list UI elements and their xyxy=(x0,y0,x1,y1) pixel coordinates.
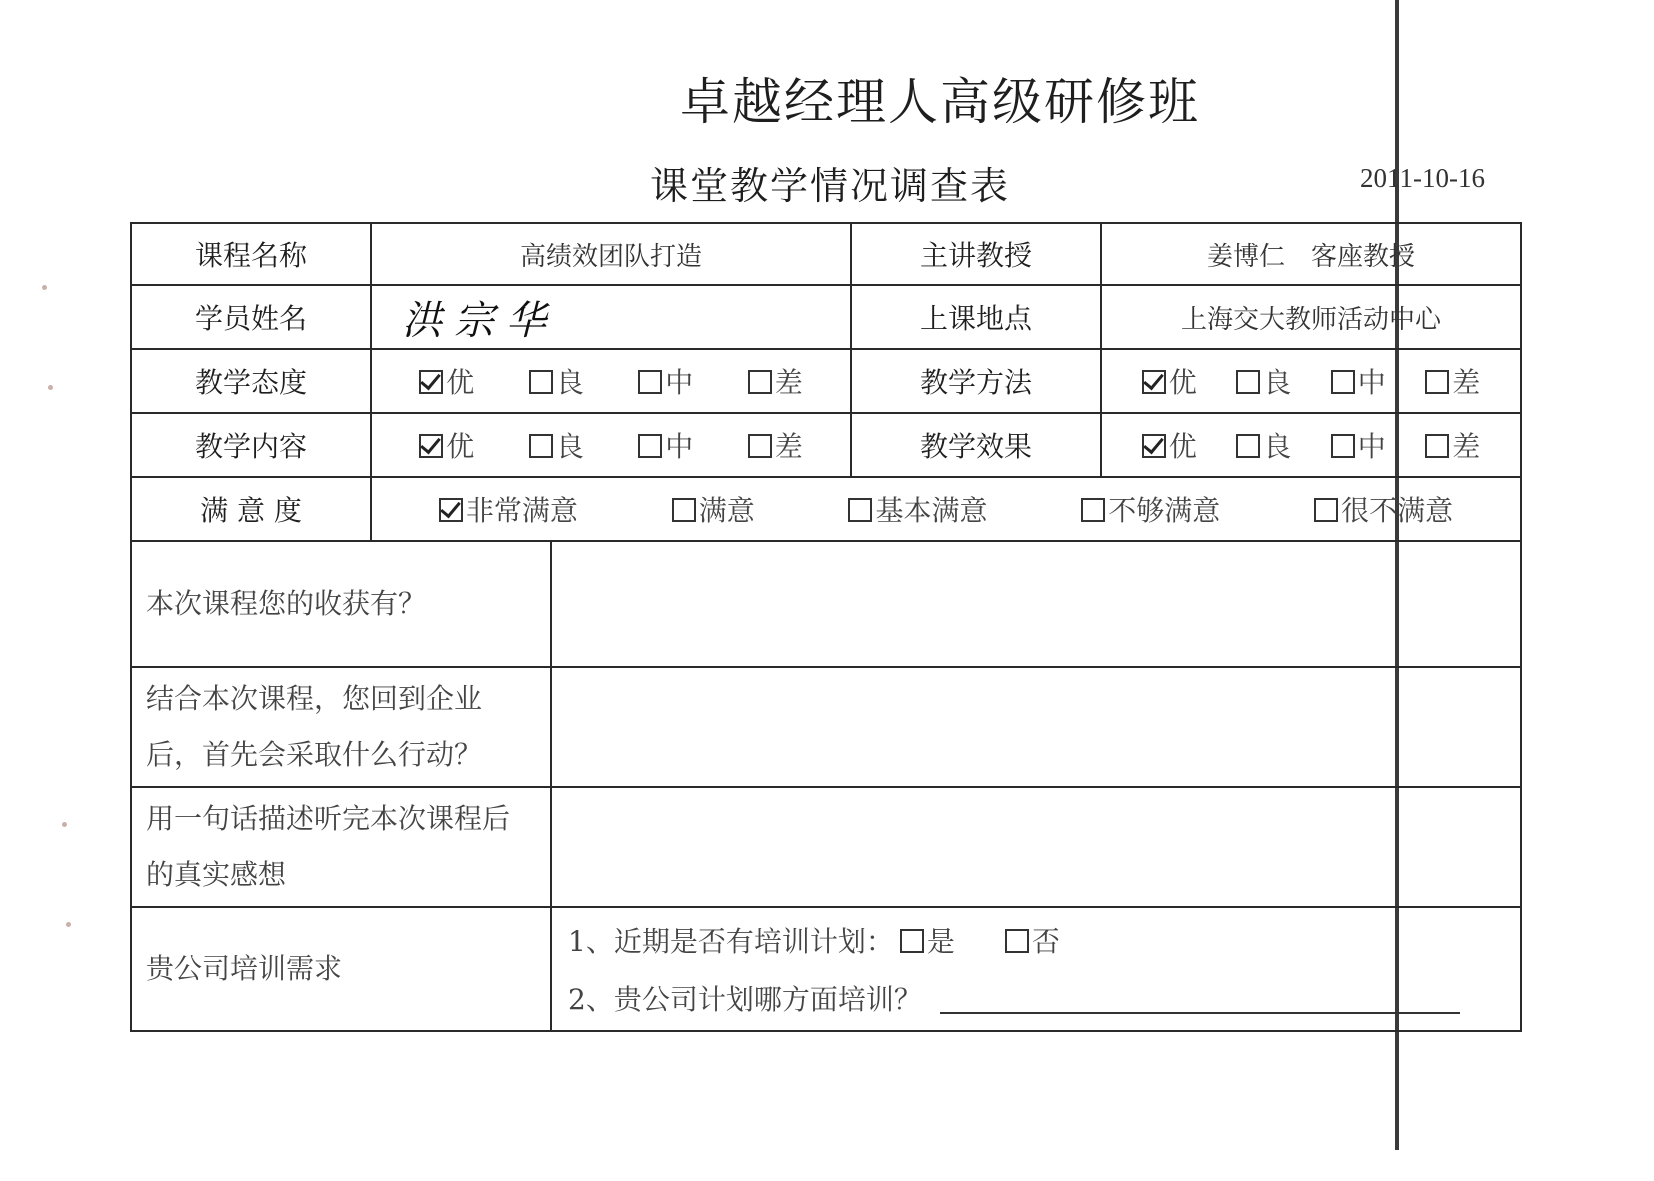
satisfaction-option[interactable] xyxy=(439,489,578,529)
student-signature: 洪宗华 xyxy=(402,297,558,344)
method-option-label: 中 xyxy=(1357,366,1386,399)
attitude-option-label: 优 xyxy=(446,366,475,399)
method-label: 教学方法 xyxy=(851,349,1101,413)
attitude-option-label: 差 xyxy=(774,366,803,399)
content-option[interactable] xyxy=(748,425,803,465)
satisfaction-option-label: 很不满意 xyxy=(1341,494,1454,527)
checked-box-icon xyxy=(439,498,463,522)
course-name-label: 课程名称 xyxy=(131,223,371,285)
effect-option-label: 中 xyxy=(1357,430,1386,463)
effect-option-label: 差 xyxy=(1452,430,1481,463)
checkbox-icon xyxy=(529,434,553,458)
form-title: 卓越经理人高级研修班 xyxy=(680,73,1200,131)
scan-speck xyxy=(62,822,67,827)
attitude-option[interactable] xyxy=(748,361,803,401)
attitude-options xyxy=(371,349,851,413)
satisfaction-option[interactable] xyxy=(1314,489,1453,529)
satisfaction-option-label: 满意 xyxy=(698,494,755,527)
content-options xyxy=(371,413,851,477)
effect-option-label: 优 xyxy=(1168,430,1197,463)
form-subtitle: 课堂教学情况调查表 xyxy=(649,164,1010,208)
row-q2 xyxy=(131,667,1521,787)
training-area-input[interactable] xyxy=(940,982,1460,1014)
training-area-question: 2、贵公司计划哪方面培训？ xyxy=(568,983,922,1016)
method-option-label: 差 xyxy=(1452,366,1481,399)
checkbox-icon xyxy=(638,370,662,394)
satisfaction-label: 满 意 度 xyxy=(131,477,371,541)
content-option-label: 差 xyxy=(774,430,803,463)
method-option[interactable] xyxy=(1142,361,1197,401)
question-training-needs: 贵公司培训需求 xyxy=(131,907,551,1031)
checkbox-icon xyxy=(1005,929,1029,953)
location-value[interactable]: 上海交大教师活动中心 xyxy=(1101,285,1521,349)
method-option[interactable] xyxy=(1425,361,1480,401)
row-content-effect xyxy=(131,413,1521,477)
training-needs-answers xyxy=(551,907,1521,1031)
student-name-field[interactable] xyxy=(371,285,851,349)
attitude-rating-group xyxy=(372,361,850,401)
satisfaction-option-label: 基本满意 xyxy=(875,494,988,527)
training-plan-yes[interactable] xyxy=(900,920,955,960)
row-q3 xyxy=(131,787,1521,907)
training-plan-no[interactable] xyxy=(1005,920,1060,960)
method-options xyxy=(1101,349,1521,413)
checkbox-icon xyxy=(1425,434,1449,458)
effect-option[interactable] xyxy=(1331,425,1386,465)
effect-label: 教学效果 xyxy=(851,413,1101,477)
method-option[interactable] xyxy=(1236,361,1291,401)
lecturer-value[interactable]: 姜博仁 客座教授 xyxy=(1101,223,1521,285)
scan-speck xyxy=(48,385,53,390)
attitude-option[interactable] xyxy=(638,361,693,401)
checkbox-icon xyxy=(638,434,662,458)
question-feelings: 用一句话描述听完本次课程后的真实感想 xyxy=(131,787,551,907)
satisfaction-option[interactable] xyxy=(848,489,987,529)
course-name-value[interactable]: 高绩效团队打造 xyxy=(371,223,851,285)
checkbox-icon xyxy=(529,370,553,394)
content-option[interactable] xyxy=(638,425,693,465)
content-option[interactable] xyxy=(529,425,584,465)
checkbox-icon xyxy=(1081,498,1105,522)
satisfaction-option-label: 非常满意 xyxy=(465,494,578,527)
training-area-line xyxy=(568,969,1504,1027)
satisfaction-option[interactable] xyxy=(1081,489,1220,529)
checkbox-icon xyxy=(848,498,872,522)
checkbox-icon xyxy=(672,498,696,522)
content-option-label: 中 xyxy=(665,430,694,463)
attitude-option[interactable] xyxy=(529,361,584,401)
row-student xyxy=(131,285,1521,349)
attitude-option[interactable] xyxy=(419,361,474,401)
checkbox-icon xyxy=(748,370,772,394)
checkbox-icon xyxy=(1331,434,1355,458)
content-label: 教学内容 xyxy=(131,413,371,477)
method-option-label: 优 xyxy=(1168,366,1197,399)
scan-speck xyxy=(66,922,71,927)
checkbox-icon xyxy=(1236,370,1260,394)
content-rating-group xyxy=(372,425,850,465)
form-date: 2011-10-16 xyxy=(1360,163,1485,193)
checked-box-icon xyxy=(419,370,443,394)
answer-actions[interactable] xyxy=(551,667,1521,787)
satisfaction-option-label: 不够满意 xyxy=(1108,494,1221,527)
training-plan-question: 1、近期是否有培训计划： xyxy=(568,925,894,958)
survey-table xyxy=(130,222,1522,1032)
effect-options xyxy=(1101,413,1521,477)
attitude-option-label: 中 xyxy=(665,366,694,399)
location-label: 上课地点 xyxy=(851,285,1101,349)
effect-option-label: 良 xyxy=(1263,430,1292,463)
satisfaction-group xyxy=(372,489,1520,529)
checkbox-icon xyxy=(1425,370,1449,394)
method-rating-group xyxy=(1102,361,1520,401)
attitude-label: 教学态度 xyxy=(131,349,371,413)
question-actions: 结合本次课程，您回到企业后，首先会采取什么行动？ xyxy=(131,667,551,787)
scan-speck xyxy=(42,285,47,290)
training-plan-line xyxy=(568,911,1504,969)
method-option-label: 良 xyxy=(1263,366,1292,399)
checked-box-icon xyxy=(1142,370,1166,394)
checked-box-icon xyxy=(1142,434,1166,458)
effect-option[interactable] xyxy=(1425,425,1480,465)
answer-feelings[interactable] xyxy=(551,787,1521,907)
row-q4 xyxy=(131,907,1521,1031)
checkbox-icon xyxy=(900,929,924,953)
effect-option[interactable] xyxy=(1142,425,1197,465)
student-name-label: 学员姓名 xyxy=(131,285,371,349)
training-plan-yes-label: 是 xyxy=(926,925,955,958)
satisfaction-options xyxy=(371,477,1521,541)
effect-rating-group xyxy=(1102,425,1520,465)
question-gains: 本次课程您的收获有？ xyxy=(131,541,551,667)
content-option-label: 良 xyxy=(555,430,584,463)
training-plan-no-label: 否 xyxy=(1031,925,1060,958)
answer-gains[interactable] xyxy=(551,541,1521,667)
lecturer-label: 主讲教授 xyxy=(851,223,1101,285)
row-course xyxy=(131,223,1521,285)
row-q1 xyxy=(131,541,1521,667)
attitude-option-label: 良 xyxy=(555,366,584,399)
checkbox-icon xyxy=(1331,370,1355,394)
content-option[interactable] xyxy=(419,425,474,465)
checkbox-icon xyxy=(748,434,772,458)
satisfaction-option[interactable] xyxy=(672,489,755,529)
row-attitude-method xyxy=(131,349,1521,413)
row-satisfaction xyxy=(131,477,1521,541)
checked-box-icon xyxy=(419,434,443,458)
checkbox-icon xyxy=(1236,434,1260,458)
checkbox-icon xyxy=(1314,498,1338,522)
content-option-label: 优 xyxy=(446,430,475,463)
method-option[interactable] xyxy=(1331,361,1386,401)
effect-option[interactable] xyxy=(1236,425,1291,465)
